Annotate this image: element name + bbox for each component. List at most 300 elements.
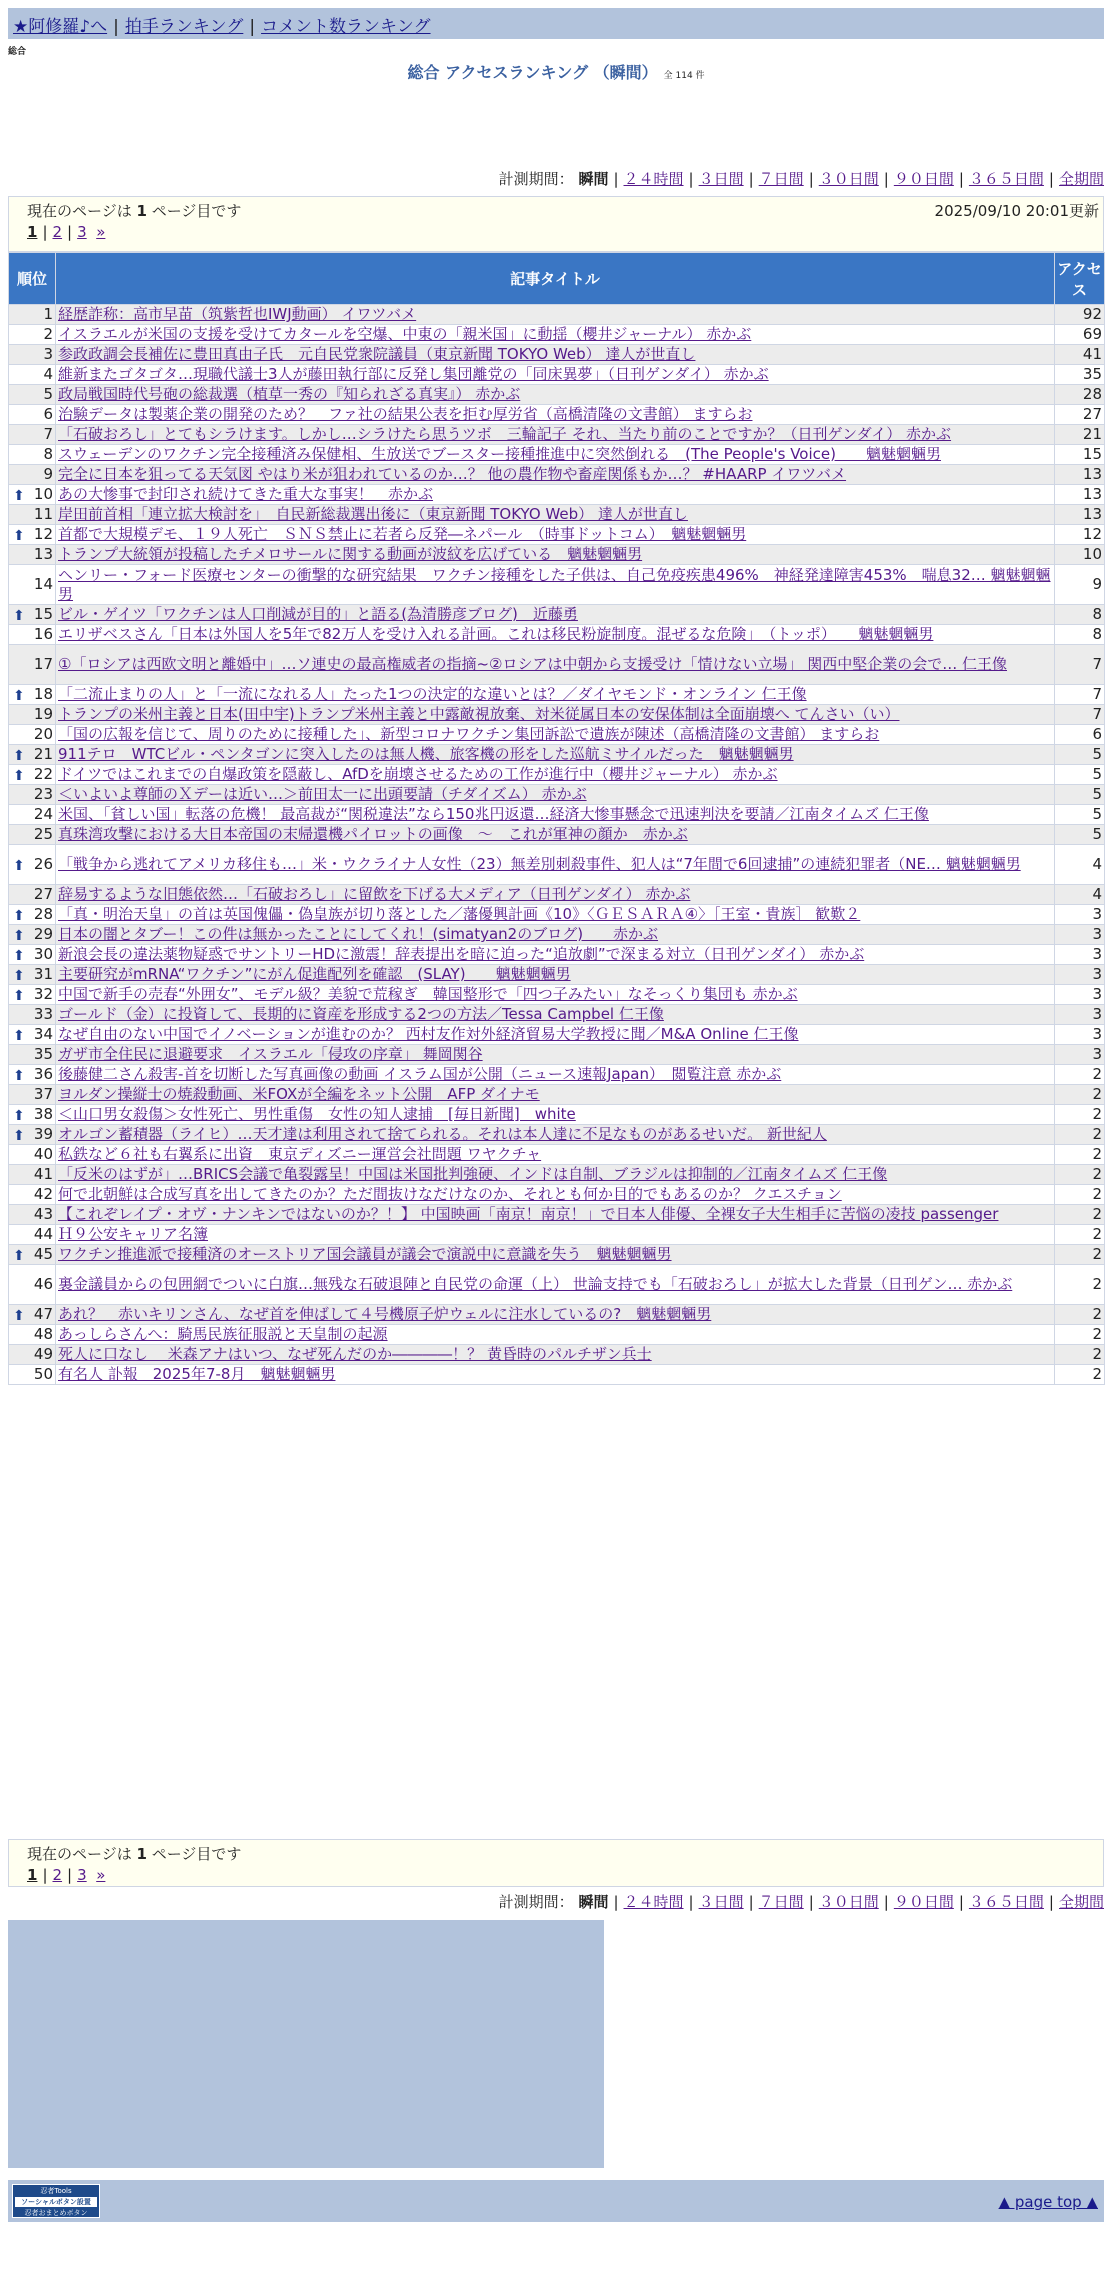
rank-cell [9, 425, 56, 445]
title-cell [56, 1025, 1055, 1045]
access-count: 27 [1055, 405, 1105, 425]
rank-number: 6 [43, 405, 53, 423]
table-row [9, 925, 1105, 945]
table-row [9, 1305, 1105, 1325]
rank-cell [9, 1005, 56, 1025]
title-cell [56, 705, 1055, 725]
article-title-link[interactable]: ドイツではこれまでの自爆政策を隠蔽し、AfDを崩壊させるための工作が進行中（櫻井ジャーナル） 赤かぶ [58, 765, 778, 783]
updated-timestamp: 2025/09/10 20:01更新 [934, 202, 1099, 220]
table-row [9, 725, 1105, 745]
rank-cell [9, 1125, 56, 1145]
pager-top [8, 196, 1104, 252]
rank-number: 39 [33, 1125, 53, 1143]
table-row [9, 1025, 1105, 1045]
access-count: 2 [1055, 1105, 1105, 1125]
table-row [9, 985, 1105, 1005]
title-cell [56, 1145, 1055, 1165]
title-cell [56, 425, 1055, 445]
access-count: 2 [1055, 1265, 1105, 1305]
title-cell [56, 1185, 1055, 1205]
period-current: 瞬間 [578, 1893, 609, 1911]
access-count: 2 [1055, 1125, 1105, 1145]
rank-up-arrow-icon: ⬆ [13, 747, 25, 764]
table-row [9, 525, 1105, 545]
rank-number: 30 [33, 945, 53, 963]
current-page-text: 現在のページは [27, 202, 132, 220]
title-cell [56, 1225, 1055, 1245]
title-cell [56, 885, 1055, 905]
period-3d[interactable]: ３日間 [698, 170, 744, 188]
article-title-link[interactable]: ヘンリー・フォード医療センターの衝撃的な研究結果 ワクチン接種をした子供は、自己免疫疾患496% 神経発達障害453% 喘息32… 魑魅魍魎男 [58, 565, 1051, 603]
period-90d[interactable]: ９０日間 [893, 1893, 954, 1911]
access-count: 3 [1055, 1025, 1105, 1045]
table-header-row [9, 253, 1105, 305]
access-count: 13 [1055, 505, 1105, 525]
access-count: 7 [1055, 645, 1105, 685]
article-title-link[interactable]: ヨルダン操縦士の焼殺動画、米FOXが全編をネット公開 AFP ダイナモ [58, 1085, 540, 1103]
rank-cell [9, 885, 56, 905]
access-count: 35 [1055, 365, 1105, 385]
access-count: 2 [1055, 1365, 1105, 1385]
title-cell [56, 625, 1055, 645]
rank-up-arrow-icon: ⬆ [13, 947, 25, 964]
table-row [9, 765, 1105, 785]
title-cell [56, 1205, 1055, 1225]
access-count: 69 [1055, 325, 1105, 345]
article-title-link[interactable]: 主要研究がmRNA“ワクチン”にがん促進配列を確認 (SLAY) 魑魅魍魎男 [58, 965, 571, 983]
access-count: 5 [1055, 765, 1105, 785]
rank-number: 33 [33, 1005, 53, 1023]
article-title-link[interactable]: あの大惨事で封印され続けてきた重大な事実！ 赤かぶ [58, 485, 434, 503]
current-page-info-bottom [27, 1843, 241, 1864]
access-count: 5 [1055, 825, 1105, 845]
rank-number: 23 [33, 785, 53, 803]
title-cell [56, 305, 1055, 325]
ad-placeholder [8, 1920, 604, 2168]
access-count: 3 [1055, 945, 1105, 965]
table-row [9, 1265, 1105, 1305]
rank-cell [9, 345, 56, 365]
table-row [9, 1205, 1105, 1225]
table-row [9, 385, 1105, 405]
article-title-link[interactable]: イスラエルが米国の支援を受けてカタールを空爆、中東の「親米国」に動揺（櫻井ジャーナル） 赤かぶ [58, 325, 752, 343]
rank-number: 44 [33, 1225, 53, 1243]
rank-up-arrow-icon: ⬆ [13, 1027, 25, 1044]
next-page-link[interactable]: » [96, 1866, 106, 1884]
rank-number: 49 [33, 1345, 53, 1363]
page-link-current: 1 [27, 223, 38, 241]
article-title-link[interactable]: オルゴン蓄積器（ライヒ）…天才達は利用されて捨てられる。それは本人達に不足なものがあるせいだ。 新世紀人 [58, 1125, 827, 1143]
article-title-link[interactable]: 辞易するような旧態依然…「石破おろし」に留飲を下げる大メディア（日刊ゲンダイ） 赤かぶ [58, 885, 691, 903]
access-count: 7 [1055, 685, 1105, 705]
rank-number: 20 [33, 725, 53, 743]
access-count: 6 [1055, 725, 1105, 745]
article-title-link[interactable]: 有名人 訃報 2025年7-8月 魑魅魍魎男 [58, 1365, 336, 1383]
access-count: 7 [1055, 705, 1105, 725]
rank-up-arrow-icon: ⬆ [13, 1307, 25, 1324]
rank-cell [9, 1265, 56, 1305]
rank-cell [9, 385, 56, 405]
title-cell [56, 1245, 1055, 1265]
article-title-link[interactable]: 米国、「貧しい国」転落の危機！ 最高裁が“関税違法”なら150兆円返還…経済大惨事懸念で迅速判決を要請／江南タイムズ 仁王像 [58, 805, 929, 823]
article-title-link[interactable]: 経歴詐称：高市早苗（筑紫哲也IWJ動画） イワツバメ [58, 305, 417, 323]
title-cell [56, 345, 1055, 365]
period-90d[interactable]: ９０日間 [893, 170, 954, 188]
title-cell [56, 465, 1055, 485]
page-link-3[interactable]: 3 [77, 223, 87, 241]
rank-cell [9, 325, 56, 345]
page-link-2[interactable]: 2 [52, 223, 63, 241]
current-page-number: 1 [136, 1845, 147, 1863]
pager-bottom [8, 1839, 1104, 1887]
rank-number: 50 [33, 1365, 53, 1383]
article-title-link[interactable]: 「石破おろし」とてもシラけます。しかし…シラけたら思うツボ 三輪記子 それ、当たり前のことですか？（日刊ゲンダイ） 赤かぶ [58, 425, 952, 443]
rank-number: 40 [33, 1145, 53, 1163]
title-cell [56, 1345, 1055, 1365]
rank-cell [9, 305, 56, 325]
rank-up-arrow-icon: ⬆ [13, 1247, 25, 1264]
table-row [9, 905, 1105, 925]
rank-up-arrow-icon: ⬆ [13, 1107, 25, 1124]
rank-number: 32 [33, 985, 53, 1003]
rank-cell [9, 1305, 56, 1325]
access-count: 28 [1055, 385, 1105, 405]
title-cell [56, 905, 1055, 925]
rank-cell [9, 625, 56, 645]
rank-up-arrow-icon: ⬆ [13, 987, 25, 1004]
page-title-text: 総合 アクセスランキング （瞬間） [407, 63, 658, 82]
access-count: 13 [1055, 465, 1105, 485]
title-cell [56, 965, 1055, 985]
title-cell [56, 325, 1055, 345]
table-row [9, 1185, 1105, 1205]
article-title-link[interactable]: 完全に日本を狙ってる天気図 やはり米が狙われているのか…？ 他の農作物や畜産関係もか…？ #HAARP イワツバメ [58, 465, 847, 483]
article-title-link[interactable]: 911テロ WTCビル・ペンタゴンに突入したのは無人機、旅客機の形をした巡航ミサイルだった 魑魅魍魎男 [58, 745, 794, 763]
title-cell [56, 945, 1055, 965]
rank-number: 41 [33, 1165, 53, 1183]
title-cell [56, 745, 1055, 765]
rank-number: 11 [33, 505, 53, 523]
rank-number: 36 [33, 1065, 53, 1083]
article-title-link[interactable]: ゴールド（金）に投資して、長期的に資産を形成する2つの方法／Tessa Campbel 仁王像 [58, 1005, 664, 1023]
rank-cell [9, 1185, 56, 1205]
access-count: 92 [1055, 305, 1105, 325]
access-count: 4 [1055, 885, 1105, 905]
rank-number: 5 [43, 385, 53, 403]
table-row [9, 1345, 1105, 1365]
title-cell [56, 1005, 1055, 1025]
rank-number: 13 [33, 545, 53, 563]
period-7d[interactable]: ７日間 [758, 1893, 804, 1911]
period-label: 計測期間： [498, 170, 574, 188]
period-7d[interactable]: ７日間 [758, 170, 804, 188]
ninja-tools-label: 忍者Tools [40, 2187, 72, 2195]
rank-number: 2 [43, 325, 53, 343]
rank-cell [9, 805, 56, 825]
rank-cell [9, 985, 56, 1005]
rank-cell [9, 825, 56, 845]
rank-cell [9, 485, 56, 505]
access-count: 2 [1055, 1065, 1105, 1085]
title-cell [56, 485, 1055, 505]
article-title-link[interactable]: Ｈ９公安キャリア名簿 [58, 1225, 209, 1243]
title-cell [56, 1125, 1055, 1145]
rank-cell [9, 1045, 56, 1065]
rank-number: 21 [33, 745, 53, 763]
rank-cell [9, 1025, 56, 1045]
access-count: 13 [1055, 485, 1105, 505]
table-row [9, 505, 1105, 525]
rank-cell [9, 905, 56, 925]
ranking-table [8, 252, 1105, 1385]
article-title-link[interactable]: 「反米のはずが」…BRICS会議で亀裂露呈！中国は米国批判強硬、インドは自制、ブラジルは抑制的／江南タイムズ 仁王像 [58, 1165, 888, 1183]
title-cell [56, 1065, 1055, 1085]
article-title-link[interactable]: あっしらさんへ：騎馬民族征服説と天皇制の起源 [58, 1325, 388, 1343]
rank-number: 18 [33, 685, 53, 703]
table-row [9, 1365, 1105, 1385]
social-button-badge[interactable] [12, 2184, 100, 2218]
rank-number: 46 [33, 1275, 53, 1293]
rank-cell [9, 525, 56, 545]
access-count: 41 [1055, 345, 1105, 365]
article-title-link[interactable]: 政局戦国時代号砲の総裁選（植草一秀の『知られざる真実』） 赤かぶ [58, 385, 521, 403]
title-cell [56, 545, 1055, 565]
table-row [9, 845, 1105, 885]
table-row [9, 445, 1105, 465]
social-button-label: ソーシャルボタン設置 [15, 2197, 97, 2207]
rank-number: 28 [33, 905, 53, 923]
table-row [9, 405, 1105, 425]
table-row [9, 965, 1105, 985]
table-row [9, 605, 1105, 625]
rank-cell [9, 785, 56, 805]
home-link[interactable]: ★阿修羅♪へ [13, 17, 108, 37]
access-count: 12 [1055, 525, 1105, 545]
article-title-link[interactable]: 「二流止まりの人」と「一流になれる人」たった1つの決定的な違いとは？／ダイヤモンド・オンライン 仁王像 [58, 685, 807, 703]
title-cell [56, 765, 1055, 785]
access-count: 3 [1055, 1005, 1105, 1025]
next-page-link[interactable]: » [96, 223, 106, 241]
article-title-link[interactable]: 日本の闇とタブー！この件は無かったことにしてくれ！(simatyan2のブログ) 赤かぶ [58, 925, 659, 943]
table-row [9, 1145, 1105, 1165]
ranking-rows [9, 305, 1105, 1385]
table-row [9, 565, 1105, 605]
rank-cell [9, 1365, 56, 1385]
period-all[interactable]: 全期間 [1058, 170, 1104, 188]
table-row [9, 785, 1105, 805]
article-title-link[interactable]: 私鉄など６社も右翼系に出資 東京ディズニー運営会社問題 ワヤクチャ [58, 1145, 542, 1163]
rank-number: 8 [43, 445, 53, 463]
period-label: 計測期間： [498, 1893, 574, 1911]
rank-number: 26 [33, 855, 53, 873]
rank-cell [9, 365, 56, 385]
table-row [9, 825, 1105, 845]
article-title-link[interactable]: 【これぞレイプ・オヴ・ナンキンではないのか？！】 中国映画「南京！南京！」で日本人俳優、全裸女子大生相手に苦悩の凌技 passenger [58, 1205, 999, 1223]
rank-cell [9, 845, 56, 885]
article-title-link[interactable]: 何で北朝鮮は合成写真を出してきたのか？ただ間抜けなだけなのか、それとも何か目的でもあるのか？ クエスチョン [58, 1185, 842, 1203]
table-row [9, 1105, 1105, 1125]
article-title-link[interactable]: ＜山口男女殺傷＞女性死亡、男性重傷 女性の知人逮捕 [毎日新聞] white [58, 1105, 576, 1123]
table-row [9, 1065, 1105, 1085]
section-label: 総合 [8, 47, 27, 57]
title-cell [56, 1325, 1055, 1345]
rank-up-arrow-icon: ⬆ [13, 767, 25, 784]
rank-cell [9, 685, 56, 705]
rank-cell [9, 725, 56, 745]
rank-number: 38 [33, 1105, 53, 1123]
current-page-info [27, 200, 241, 221]
table-row [9, 1225, 1105, 1245]
table-row [9, 1045, 1105, 1065]
article-title-link[interactable]: エリザベスさん「日本は外国人を5年で82万人を受け入れる計画。これは移民粉旋制度。混ぜるな危険」 （トッポ） 魑魅魍魎男 [58, 625, 934, 643]
period-365d[interactable]: ３６５日間 [968, 170, 1044, 188]
rank-cell [9, 1105, 56, 1125]
header-rank: 順位 [9, 253, 56, 305]
period-365d[interactable]: ３６５日間 [968, 1893, 1044, 1911]
table-row [9, 1325, 1105, 1345]
table-row [9, 625, 1105, 645]
article-title-link[interactable]: ①「ロシアは西欧文明と離婚中」…ソ連史の最高権威者の指摘~②ロシアは中朝から支援受け「情けない立場」 関西中堅企業の会で… 仁王像 [58, 655, 1008, 673]
rank-cell [9, 1225, 56, 1245]
title-cell [56, 1365, 1055, 1385]
current-page-text-suffix: ページ目です [151, 202, 242, 220]
article-title-link[interactable]: 治験データは製薬企業の開発のため？ ファ社の結果公表を拒む厚労省（高橋清隆の文書館） ますらお [58, 405, 753, 423]
rank-up-arrow-icon: ⬆ [13, 487, 25, 504]
article-title-link[interactable]: 後藤健二さん殺害-首を切断した写真画像の動画 イスラム国が公開（ニュース速報Japan） 閲覧注意 赤かぶ [58, 1065, 782, 1083]
rank-number: 3 [43, 345, 53, 363]
article-title-link[interactable]: 中国で新手の売春“外囲女”、モデル級？美貌で荒稼ぎ 韓国整形で「四つ子みたい」なそっくり集団も 赤かぶ [58, 985, 798, 1003]
ninja-bundle-label: 忍者おまとめボタン [24, 2209, 88, 2217]
article-title-link[interactable]: 死人に口なし 米森アナはいつ、なぜ死んだのか――――！？ 黄昏時のパルチザン兵士 [58, 1345, 652, 1363]
article-title-link[interactable]: 参政政調会長補佐に豊田真由子氏 元自民党衆院議員（東京新聞 TOKYO Web） 達人が世直し [58, 345, 696, 363]
current-page-text-suffix: ページ目です [151, 1845, 242, 1863]
rank-number: 43 [33, 1205, 53, 1223]
article-title-link[interactable]: 「戦争から逃れてアメリカ移住も…」米・ウクライナ人女性（23）無差別刺殺事件、犯人は“7年間で6回逮捕”の連続犯罪者（NE… 魑魅魍魎男 [58, 855, 1021, 873]
rank-cell [9, 445, 56, 465]
rank-up-arrow-icon: ⬆ [13, 907, 25, 924]
pagination-bottom: 1 | 2 | 3 » [27, 1866, 106, 1884]
table-row [9, 305, 1105, 325]
rank-cell [9, 1325, 56, 1345]
rank-cell [9, 545, 56, 565]
title-cell [56, 1085, 1055, 1105]
period-24h[interactable]: ２４時間 [623, 170, 684, 188]
title-cell [56, 925, 1055, 945]
title-cell [56, 365, 1055, 385]
page-link-2[interactable]: 2 [52, 1866, 63, 1884]
title-cell [56, 845, 1055, 885]
top-nav-bar [8, 8, 1104, 39]
table-row [9, 885, 1105, 905]
article-title-link[interactable]: 「国の広報を信じて、周りのために接種した」、新型コロナワクチン集団訴訟で遺族が陳述（高橋清隆の文書館） ますらお [58, 725, 880, 743]
article-title-link[interactable]: 真珠湾攻撃における大日本帝国の末帰還機パイロットの画像 ～ これが軍神の顔か 赤かぶ [58, 825, 688, 843]
access-count: 5 [1055, 805, 1105, 825]
current-page-text: 現在のページは [27, 1845, 132, 1863]
clap-ranking-link[interactable]: 拍手ランキング [124, 17, 244, 37]
rank-cell [9, 645, 56, 685]
rank-cell [9, 565, 56, 605]
period-selector-top: 計測期間： 瞬間 | ２４時間 | ３日間 | ７日間 | ３０日間 | ９０日間 | ３６５日間 | 全期間 [498, 170, 1104, 188]
rank-number: 17 [33, 655, 53, 673]
access-count: 2 [1055, 1245, 1105, 1265]
article-title-link[interactable]: 岸田前首相「連立拡大検討を」 自民新総裁選出後に（東京新聞 TOKYO Web） 達人が世直し [58, 505, 688, 523]
article-title-link[interactable]: スウェーデンのワクチン完全接種済み保健相、生放送でブースター接種推進中に突然倒れる (The People's Voice) 魑魅魍魎男 [58, 445, 941, 463]
rank-cell [9, 945, 56, 965]
article-title-link[interactable]: 新浪会長の違法薬物疑惑でサントリーHDに激震！辞表提出を暗に迫った“追放劇”で深まる対立（日刊ゲンダイ） 赤かぶ [58, 945, 865, 963]
table-row [9, 345, 1105, 365]
article-title-link[interactable]: ガザ市全住民に退避要求 イスラエル「侵攻の序章」 舞岡関谷 [58, 1045, 483, 1063]
title-cell [56, 385, 1055, 405]
title-cell [56, 1165, 1055, 1185]
rank-number: 47 [33, 1305, 53, 1323]
access-count: 3 [1055, 905, 1105, 925]
access-count: 3 [1055, 985, 1105, 1005]
article-title-link[interactable]: 「真・明治天皇」の首は英国傀儡・偽皇族が切り落とした／藩優興計画《10》〈ＧＥＳＡＲＡ④〉［王室・貴族］ 歓歎２ [58, 905, 861, 923]
article-title-link[interactable]: 維新またゴタゴタ…現職代議士3人が藤田執行部に反発し集団離党の「同床異夢」（日刊ゲンダイ） 赤かぶ [58, 365, 769, 383]
rank-number: 35 [33, 1045, 53, 1063]
rank-up-arrow-icon: ⬆ [13, 857, 25, 874]
period-current: 瞬間 [578, 170, 609, 188]
footer-bar [8, 2180, 1104, 2222]
rank-cell [9, 1065, 56, 1085]
table-row [9, 485, 1105, 505]
article-title-link[interactable]: ワクチン推進派で接種済のオーストリア国会議員が議会で演説中に意識を失う 魑魅魍魎男 [58, 1245, 672, 1263]
period-30d[interactable]: ３０日間 [818, 170, 879, 188]
rank-cell [9, 925, 56, 945]
article-title-link[interactable]: なぜ自由のない中国でイノベーションが進むのか？ 西村友作対外経済貿易大学教授に聞／M&A Online 仁王像 [58, 1025, 799, 1043]
period-3d[interactable]: ３日間 [698, 1893, 744, 1911]
period-24h[interactable]: ２４時間 [623, 1893, 684, 1911]
page-top-link[interactable]: ▲ page top ▲ [998, 2193, 1098, 2211]
rank-number: 4 [43, 365, 53, 383]
article-title-link[interactable]: トランプ大統領が投稿したチメロサールに関する動画が波紋を広げている 魑魅魍魎男 [58, 545, 643, 563]
access-count: 5 [1055, 785, 1105, 805]
rank-number: 9 [43, 465, 53, 483]
title-cell [56, 685, 1055, 705]
article-title-link[interactable]: トランプの米州主義と日本(田中宇)トランプ米州主義と中露敵視放棄、対米従属日本の安保体制は全面崩壊へ てんさい（い） [58, 705, 900, 723]
period-30d[interactable]: ３０日間 [818, 1893, 879, 1911]
access-count: 2 [1055, 1225, 1105, 1245]
rank-cell [9, 965, 56, 985]
rank-number: 29 [33, 925, 53, 943]
table-row [9, 685, 1105, 705]
access-count: 2 [1055, 1165, 1105, 1185]
rank-number: 16 [33, 625, 53, 643]
period-all[interactable]: 全期間 [1058, 1893, 1104, 1911]
page-link-3[interactable]: 3 [77, 1866, 87, 1884]
rank-number: 24 [33, 805, 53, 823]
access-count: 2 [1055, 1205, 1105, 1225]
rank-cell [9, 405, 56, 425]
article-title-link[interactable]: あれ？ 赤いキリンさん、なぜ首を伸ばして４号機原子炉ウェルに注水しているの? 魑魅魍魎男 [58, 1305, 712, 1323]
article-title-link[interactable]: 首都で大規模デモ、１９人死亡 ＳＮＳ禁止に若者ら反発―ネパール （時事ドットコム） 魑魅魍魎男 [58, 525, 747, 543]
table-row [9, 645, 1105, 685]
rank-cell [9, 1145, 56, 1165]
rank-number: 25 [33, 825, 53, 843]
article-title-link[interactable]: ＜いよいよ尊師のＸデーは近い…＞前田太一に出頭要請（チダイズム） 赤かぶ [58, 785, 587, 803]
article-title-link[interactable]: ビル・ゲイツ「ワクチンは人口削減が目的」と語る(為清勝彦ブログ) 近藤勇 [58, 605, 578, 623]
table-row [9, 425, 1105, 445]
rank-number: 1 [43, 305, 53, 323]
title-cell [56, 1305, 1055, 1325]
rank-cell [9, 1345, 56, 1365]
title-cell [56, 1045, 1055, 1065]
title-cell [56, 1265, 1055, 1305]
access-count: 15 [1055, 445, 1105, 465]
comment-ranking-link[interactable]: コメント数ランキング [261, 17, 431, 37]
rank-number: 14 [33, 575, 53, 593]
article-title-link[interactable]: 裏金議員からの包囲網でついに白旗…無残な石破退陣と自民党の命運（上） 世論支持でも「石破おろし」が拡大した背景（日刊ゲン… 赤かぶ [58, 1275, 1013, 1293]
